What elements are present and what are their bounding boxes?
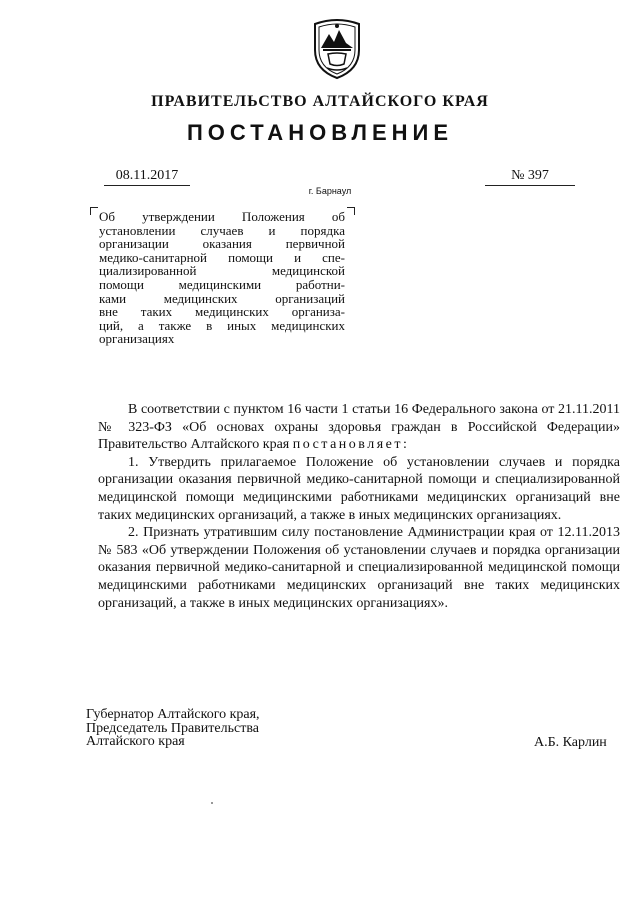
subject-line: медико-санитарной помощи и спе- <box>99 249 345 265</box>
subject-line: помощи медицинскими работни- <box>99 276 345 292</box>
preamble-paragraph <box>98 401 620 454</box>
city-name: г. Барнаул <box>308 186 352 196</box>
signatory-position-line: Председатель Правительства <box>86 720 259 736</box>
subject-block <box>99 210 345 346</box>
document-number: № 397 <box>485 167 575 186</box>
subject-bracket-left <box>90 207 98 215</box>
organization-title: ПРАВИТЕЛЬСТВО АЛТАЙСКОГО КРАЯ <box>151 93 489 110</box>
signatory-position-line: Губернатор Алтайского края, <box>86 707 260 722</box>
decree-item-2: 2. Признать утратившим силу постановление Администрации края от 12.11.2013 № 583 «Об утверждении Положения об установлении случаев и порядка организации оказания первичной медико-санитарной и специализированной медицинской помощи медицинскими работниками медицинских организаций вне таких медицинских организаций, а также в иных медицинских организациях». <box>98 525 620 611</box>
subject-line: ками медицинских организаций <box>99 290 345 306</box>
signatory-position <box>86 708 260 749</box>
subject-line: установлении случаев и порядка <box>99 222 345 238</box>
document-body <box>98 401 620 612</box>
subject-line: организации оказания первичной <box>99 236 345 252</box>
subject-line: вне таких медицинских организа- <box>99 304 345 320</box>
coat-of-arms-icon <box>311 18 363 80</box>
subject-line: циализированной медицинской <box>99 263 345 279</box>
preamble-text: В соответствии с пунктом 16 части 1 статьи 16 Федерального закона от 21.11.2011 № 323-ФЗ «Об основах охраны здоровья граждан в Российской Федерации» Правительство Алтайского края <box>98 402 620 453</box>
subject-line: ций, а также в иных медицинских <box>99 317 345 333</box>
document-date: 08.11.2017 <box>104 167 190 186</box>
document-type-title: ПОСТАНОВЛЕНИЕ <box>186 120 454 145</box>
subject-line: организациях <box>99 331 175 347</box>
signatory-position-line: Алтайского края <box>86 734 185 749</box>
subject-line: Об утверждении Положения об <box>99 209 345 224</box>
decree-word: постановляет: <box>292 437 410 453</box>
subject-bracket-right <box>347 207 355 215</box>
scan-speck <box>211 802 213 804</box>
signatory-name: А.Б. Карлин <box>534 735 607 750</box>
decree-item-1: 1. Утвердить прилагаемое Положение об установлении случаев и порядка организации оказания первичной медико-санитарной помощи и специализированной медицинской помощи медицинскими работниками медицинских организаций вне таких медицинских организаций, а также в иных медицинских организациях. <box>98 454 620 523</box>
